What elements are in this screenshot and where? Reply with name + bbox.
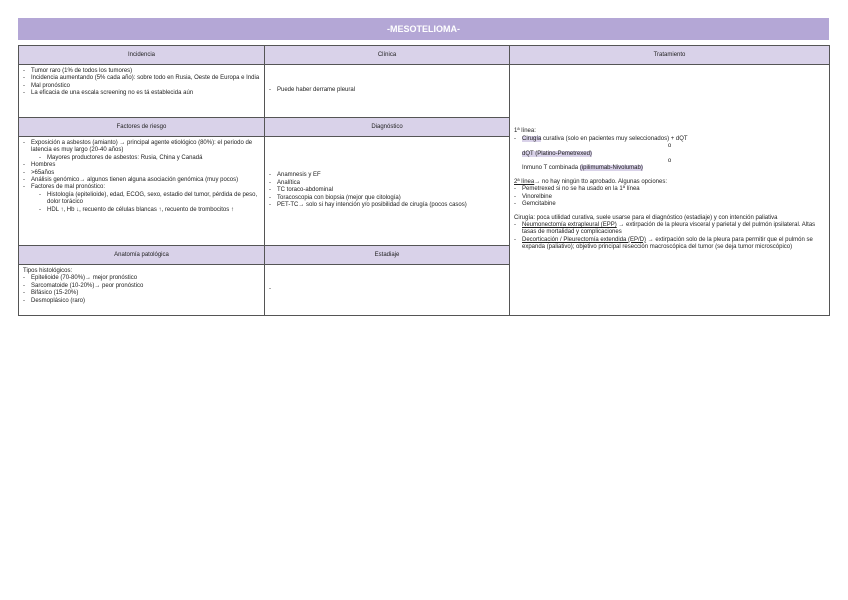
list-item: - Vinorelbine (522, 194, 825, 201)
dqt-line: dQT (Platino-Pemetrexed) (522, 150, 592, 157)
list-item: - Desmoplásico (raro) (31, 298, 260, 305)
list-item: - Cirugía curativa (solo en pacientes muy seleccionados) + dQT (522, 136, 825, 143)
cell-factores (19, 137, 265, 246)
header-anatomia: Anatomía patológica (19, 246, 265, 265)
cell-tratamiento (510, 65, 830, 316)
list-item: - Incidencia aumentando (5% cada año): sobre todo en Rusia, Oeste de Europa e India (31, 75, 260, 82)
list-item: - Mal pronóstico (31, 83, 260, 90)
list-item: - Factores de mal pronóstico: - Histología (epitelioide), edad, ECOG, sexo, estadio del tumor, pérdida de peso, dolor torácico - HDL ↑, Hb ↓, recuento de células blancas ↑, recuento de trombocitos ↑ (31, 184, 260, 214)
list-item: - Toracoscopia con biopsia (mejor que citología) (277, 195, 505, 202)
list-item: - Exposición a asbestos (amianto) → principal agente etiológico (80%): el periodo de latencia es muy largo (20-40 años) - Mayores productores de asbestos: Rusia, China y Canadá (31, 140, 260, 162)
cell-incidencia (19, 65, 265, 118)
list-item: - Tumor raro (1% de todos los tumores) (31, 68, 260, 75)
or-separator: o (667, 158, 672, 165)
list-item: - Gemcitabine (522, 201, 825, 208)
header-incidencia: Incidencia (19, 46, 265, 65)
cirugia-paliativa: Cirugía: poca utilidad curativa, suele usarse para el diagnóstico (estadiaje) y con intención paliativa (514, 214, 778, 221)
cirugia-highlight: Cirugía (522, 135, 542, 142)
list-item: - Epitelioide (70-80%)→ mejor pronóstico (31, 275, 260, 282)
cell-diagnostico (265, 137, 510, 246)
estadiaje-value: - (269, 286, 271, 293)
linea2-line: 2ª línea→ no hay ningún tto aprobado. Algunas opciones: (514, 178, 668, 185)
list-item: - Hombres (31, 162, 260, 169)
cell-estadiaje (265, 265, 510, 316)
list-item: - TC toraco-abdominal (277, 187, 505, 194)
anatomia-intro: Tipos histológicos: (23, 268, 73, 274)
list-item: - PET-TC→ solo si hay intención y/o posibilidad de cirugía (pocos casos) (277, 202, 505, 209)
list-item: - Histología (epitelioide), edad, ECOG, sexo, estadio del tumor, pérdida de peso, dolor torácico (47, 192, 260, 207)
header-tratamiento: Tratamiento (510, 46, 830, 65)
list-item: - Anamnesis y EF (277, 172, 505, 179)
list-item: - Analítica (277, 180, 505, 187)
document-title: -MESOTELIOMA- (18, 18, 829, 40)
list-item: - Puede haber derrame pleural (277, 87, 505, 94)
or-separator: o (667, 143, 672, 150)
list-item: - HDL ↑, Hb ↓, recuento de células blancas ↑, recuento de trombocitos ↑ (47, 207, 260, 214)
list-item: - Sarcomatoide (10-20%)→ peor pronóstico (31, 283, 260, 290)
list-item: - Análisis genómico→ algunos tienen alguna asociación genómica (muy pocos) (31, 177, 260, 184)
list-item: - La eficacia de una escala screening no es tá establecida aún (31, 90, 260, 97)
list-item: - Neumonectomía extrapleural (EPP) → extirpación de la pleura visceral y parietal y del pulmón ipsilateral. Altas tasas de mortalidad y complicaciones (522, 222, 825, 237)
header-estadiaje: Estadiaje (265, 246, 510, 265)
list-item: - Bifásico (15-20%) (31, 290, 260, 297)
header-diagnostico: Diagnóstico (265, 118, 510, 137)
list-item: - Decorticación / Pleurectomía extendida (EP/D) → extirpación solo de la pleura para permitir que el pulmón se expanda (paliativo); objetivo principal resección macroscópica del tumor (se deja tumor microscópico) (522, 237, 825, 252)
header-factores: Factores de riesgo (19, 118, 265, 137)
mesothelioma-table (18, 45, 830, 316)
inmuno-line: Inmuno T combinada (ipilimumab-Nivolumab) (522, 165, 643, 172)
list-item: - Mayores productores de asbestos: Rusia, China y Canadá (47, 155, 260, 162)
cell-clinica (265, 65, 510, 118)
linea1-label: 1ª línea: (514, 128, 536, 135)
list-item: - >65años (31, 170, 260, 177)
list-item: - Pemetrexed si no se ha usado en la 1ª línea (522, 186, 825, 193)
header-clinica: Clínica (265, 46, 510, 65)
cell-anatomia (19, 265, 265, 316)
